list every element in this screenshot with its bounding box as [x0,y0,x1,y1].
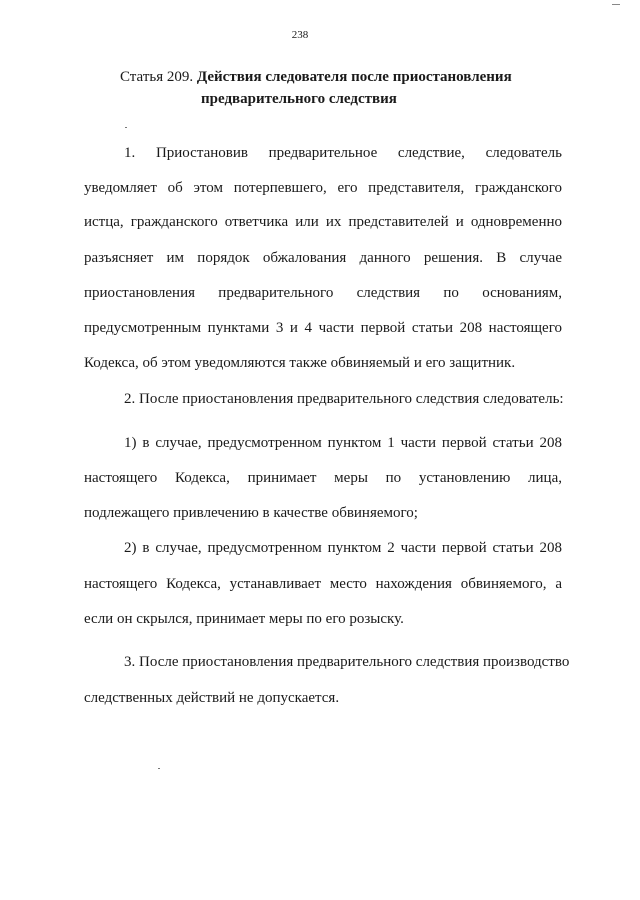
paragraph-line: предусмотренным пунктами 3 и 4 части первой статьи 208 настоящего [84,320,562,336]
paragraph-line: настоящего Кодекса, принимает меры по установлению лица, [84,470,562,486]
page-number: 238 [291,29,309,41]
scan-dot [158,768,160,769]
paragraph-line: следственных действий не допускается. [84,690,340,706]
paragraph-line: 2. После приостановления предварительного следствия следователь: [124,391,564,407]
paragraph-line: 1. Приостановив предварительное следствие, следователь [124,145,562,161]
paragraph-line: Кодекса, об этом уведомляются также обвиняемый и его защитник. [84,355,516,371]
paragraph-line: 1) в случае, предусмотренном пунктом 1 части первой статьи 208 [124,435,562,451]
paragraph-line: 3. После приостановления предварительного следствия производство [124,654,570,670]
scan-corner-mark [612,4,620,5]
article-label: Статья 209. [120,69,194,85]
paragraph-line: 2) в случае, предусмотренном пунктом 2 части первой статьи 208 [124,540,562,556]
scan-dot [125,127,127,128]
article-title-line-1: Действия следователя после приостановления [196,69,512,85]
paragraph-line: приостановления предварительного следствия по основаниям, [84,285,562,301]
article-heading [120,67,512,87]
article-title-line-2: предварительного следствия [201,91,397,107]
paragraph-line: уведомляет об этом потерпевшего, его представителя, гражданского [84,180,562,196]
paragraph-line: подлежащего привлечению в качестве обвиняемого; [84,505,418,521]
paragraph-line: истца, гражданского ответчика или их представителей и одновременно [84,214,562,230]
paragraph-line: если он скрылся, принимает меры по его розыску. [84,611,404,627]
paragraph-line: разъясняет им порядок обжалования данного решения. В случае [84,250,562,266]
paragraph-line: настоящего Кодекса, устанавливает место нахождения обвиняемого, а [84,576,562,592]
